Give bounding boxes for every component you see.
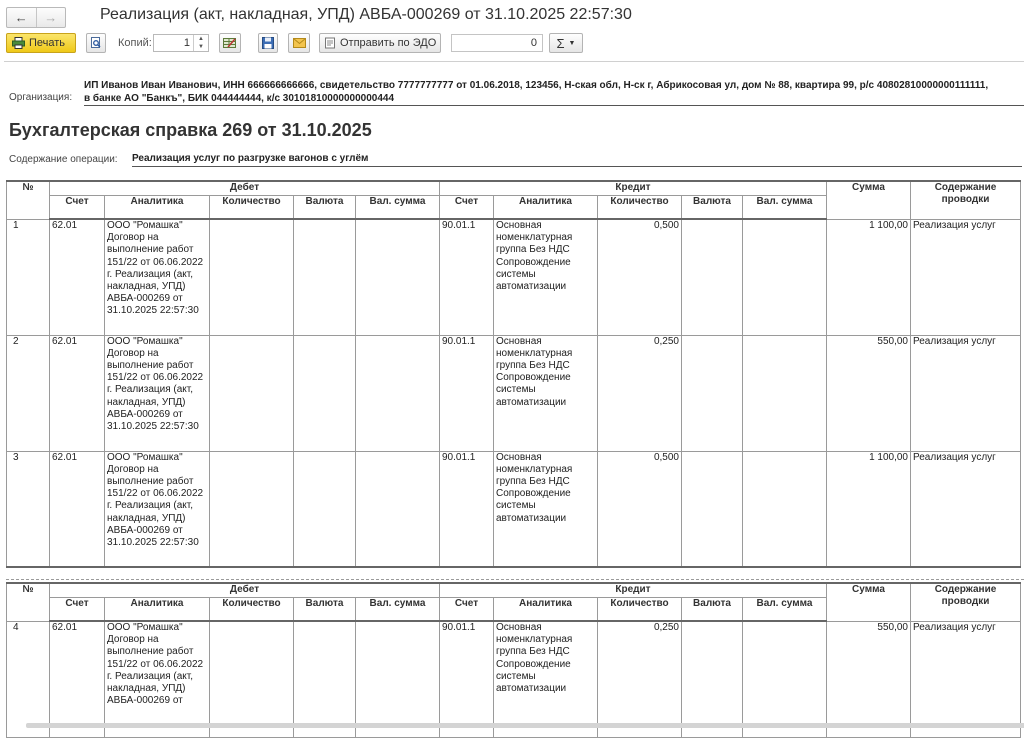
debit-account: 62.01 xyxy=(50,451,105,567)
debit-cur-sum xyxy=(356,621,440,737)
entries-table-continued xyxy=(6,582,1021,738)
organization-line-2: в банке АО "Банкъ", БИК 044444444, к/с 30101810000000000444 xyxy=(84,92,395,104)
preview-icon xyxy=(90,37,102,49)
header-debit: Дебет xyxy=(50,583,440,597)
credit-account: 90.01.1 xyxy=(440,335,494,451)
back-arrow-icon[interactable]: ← xyxy=(14,10,28,25)
header-credit-account: Счет xyxy=(440,597,494,621)
row-num: 2 xyxy=(7,335,50,451)
credit-currency xyxy=(682,451,743,567)
debit-currency xyxy=(294,451,356,567)
copies-value: 1 xyxy=(183,37,190,49)
table-row xyxy=(7,219,1021,335)
row-sum: 550,00 xyxy=(827,621,911,737)
row-content: Реализация услуг xyxy=(911,451,1021,567)
header-debit-quantity: Количество xyxy=(210,597,294,621)
credit-quantity: 0,500 xyxy=(598,451,682,567)
debit-analytics: ООО "Ромашка" Договор на выполнение работ 151/22 от 06.06.2022 г. Реализация (акт, накладная, УПД) АВБА-000269 от xyxy=(105,621,210,737)
entries-table xyxy=(6,180,1021,568)
operation-value: Реализация услуг по разгрузке вагонов с углём xyxy=(132,153,369,164)
header-debit-quantity: Количество xyxy=(210,195,294,219)
debit-analytics: ООО "Ромашка" Договор на выполнение работ 151/22 от 06.06.2022 г. Реализация (акт, накладная, УПД) АВБА-000269 от 31.10.2025 22:57:30 xyxy=(105,335,210,451)
print-label: Печать xyxy=(29,37,66,49)
debit-account: 62.01 xyxy=(50,621,105,737)
debit-analytics: ООО "Ромашка" Договор на выполнение работ 151/22 от 06.06.2022 г. Реализация (акт, накладная, УПД) АВБА-000269 от 31.10.2025 22:57:30 xyxy=(105,219,210,335)
table-row xyxy=(7,621,1021,737)
chevron-down-icon: ▼ xyxy=(568,39,576,47)
credit-account: 90.01.1 xyxy=(440,451,494,567)
preview-button[interactable] xyxy=(86,33,106,53)
document-area xyxy=(4,61,1024,728)
send-email-button[interactable] xyxy=(288,33,310,53)
table-header-row xyxy=(7,181,1021,195)
debit-currency xyxy=(294,219,356,335)
debit-quantity xyxy=(210,335,294,451)
debit-quantity xyxy=(210,219,294,335)
credit-analytics: Основная номенклатурная группа Без НДС Сопровождение системы автоматизации xyxy=(494,219,598,335)
header-debit-currency: Валюта xyxy=(294,597,356,621)
copies-input[interactable] xyxy=(153,34,209,52)
header-credit: Кредит xyxy=(440,583,827,597)
table-edit-icon xyxy=(223,37,237,49)
header-credit-quantity: Количество xyxy=(598,195,682,219)
save-button[interactable] xyxy=(258,33,278,53)
organization-line-1: ИП Иванов Иван Иванович, ИНН 666666666666, свидетельство 7777777777 от 01.06.2018, 123456, Н-ская обл, Н-ск г, Абрикосовая ул, дом № 88, квартира 99, р/с 40802810000000111111, xyxy=(84,80,989,91)
copies-label: Копий: xyxy=(118,37,152,49)
header-credit-currency: Валюта xyxy=(682,597,743,621)
header-credit-analytics: Аналитика xyxy=(494,195,598,219)
header-debit-cur-sum: Вал. сумма xyxy=(356,195,440,219)
header-num: № xyxy=(7,181,50,219)
header-debit: Дебет xyxy=(50,181,440,195)
debit-quantity xyxy=(210,621,294,737)
envelope-icon xyxy=(293,38,306,48)
header-debit-currency: Валюта xyxy=(294,195,356,219)
row-content: Реализация услуг xyxy=(911,621,1021,737)
floppy-disk-icon xyxy=(262,37,274,49)
row-num: 3 xyxy=(7,451,50,567)
sum-field[interactable]: 0 xyxy=(451,34,543,52)
row-sum: 1 100,00 xyxy=(827,451,911,567)
debit-account: 62.01 xyxy=(50,335,105,451)
window-title: Реализация (акт, накладная, УПД) АВБА-000269 от 31.10.2025 22:57:30 xyxy=(100,6,632,23)
table-row xyxy=(7,335,1021,451)
send-edo-label: Отправить по ЭДО xyxy=(340,37,437,49)
debit-account: 62.01 xyxy=(50,219,105,335)
organization-label: Организация: xyxy=(9,92,73,103)
row-sum: 550,00 xyxy=(827,335,911,451)
header-num: № xyxy=(7,583,50,621)
credit-quantity: 0,250 xyxy=(598,335,682,451)
navigation-buttons xyxy=(6,7,66,28)
row-num: 4 xyxy=(7,621,50,737)
operation-label: Содержание операции: xyxy=(9,154,118,165)
table-header-row xyxy=(7,583,1021,597)
credit-quantity: 0,500 xyxy=(598,219,682,335)
debit-quantity xyxy=(210,451,294,567)
header-debit-analytics: Аналитика xyxy=(105,195,210,219)
row-num: 1 xyxy=(7,219,50,335)
header-credit-cur-sum: Вал. сумма xyxy=(743,597,827,621)
operation-underline xyxy=(132,166,1022,167)
credit-account: 90.01.1 xyxy=(440,621,494,737)
credit-currency xyxy=(682,621,743,737)
debit-analytics: ООО "Ромашка" Договор на выполнение работ 151/22 от 06.06.2022 г. Реализация (акт, накладная, УПД) АВБА-000269 от 31.10.2025 22:57:30 xyxy=(105,451,210,567)
send-edo-button[interactable] xyxy=(319,33,441,53)
organization-underline xyxy=(84,105,1024,106)
debit-cur-sum xyxy=(356,219,440,335)
forward-arrow-icon[interactable]: → xyxy=(36,8,66,27)
print-button[interactable] xyxy=(6,33,76,53)
header-debit-account: Счет xyxy=(50,195,105,219)
header-credit-quantity: Количество xyxy=(598,597,682,621)
edo-document-icon xyxy=(324,37,336,49)
header-sum: Сумма xyxy=(827,181,911,219)
credit-quantity: 0,250 xyxy=(598,621,682,737)
toolbar xyxy=(0,33,1024,57)
header-sum: Сумма xyxy=(827,583,911,621)
header-debit-cur-sum: Вал. сумма xyxy=(356,597,440,621)
debit-cur-sum xyxy=(356,335,440,451)
row-sum: 1 100,00 xyxy=(827,219,911,335)
title-bar xyxy=(0,0,1024,32)
header-credit-cur-sum: Вал. сумма xyxy=(743,195,827,219)
organization-value xyxy=(84,80,1024,105)
header-debit-account: Счет xyxy=(50,597,105,621)
document-title: Бухгалтерская справка 269 от 31.10.2025 xyxy=(9,120,372,140)
printer-icon xyxy=(12,37,25,49)
header-content: Содержание проводки xyxy=(911,181,1021,219)
header-credit-analytics: Аналитика xyxy=(494,597,598,621)
header-debit-analytics: Аналитика xyxy=(105,597,210,621)
credit-analytics: Основная номенклатурная группа Без НДС Сопровождение системы автоматизации xyxy=(494,621,598,737)
credit-cur-sum xyxy=(743,335,827,451)
sigma-icon: Σ xyxy=(556,35,565,51)
credit-currency xyxy=(682,335,743,451)
page-break xyxy=(6,579,1024,580)
header-credit-account: Счет xyxy=(440,195,494,219)
copies-stepper[interactable]: ▲ ▼ xyxy=(193,35,208,51)
credit-account: 90.01.1 xyxy=(440,219,494,335)
horizontal-scrollbar[interactable] xyxy=(26,723,1024,728)
debit-currency xyxy=(294,621,356,737)
credit-cur-sum xyxy=(743,219,827,335)
credit-currency xyxy=(682,219,743,335)
header-credit: Кредит xyxy=(440,181,827,195)
header-credit-currency: Валюта xyxy=(682,195,743,219)
credit-cur-sum xyxy=(743,451,827,567)
credit-analytics: Основная номенклатурная группа Без НДС Сопровождение системы автоматизации xyxy=(494,335,598,451)
header-content: Содержание проводки xyxy=(911,583,1021,621)
row-content: Реализация услуг xyxy=(911,219,1021,335)
credit-analytics: Основная номенклатурная группа Без НДС Сопровождение системы автоматизации xyxy=(494,451,598,567)
edit-table-button[interactable] xyxy=(219,33,241,53)
sum-mode-button[interactable] xyxy=(549,33,583,53)
debit-cur-sum xyxy=(356,451,440,567)
table-row xyxy=(7,451,1021,567)
debit-currency xyxy=(294,335,356,451)
credit-cur-sum xyxy=(743,621,827,737)
row-content: Реализация услуг xyxy=(911,335,1021,451)
